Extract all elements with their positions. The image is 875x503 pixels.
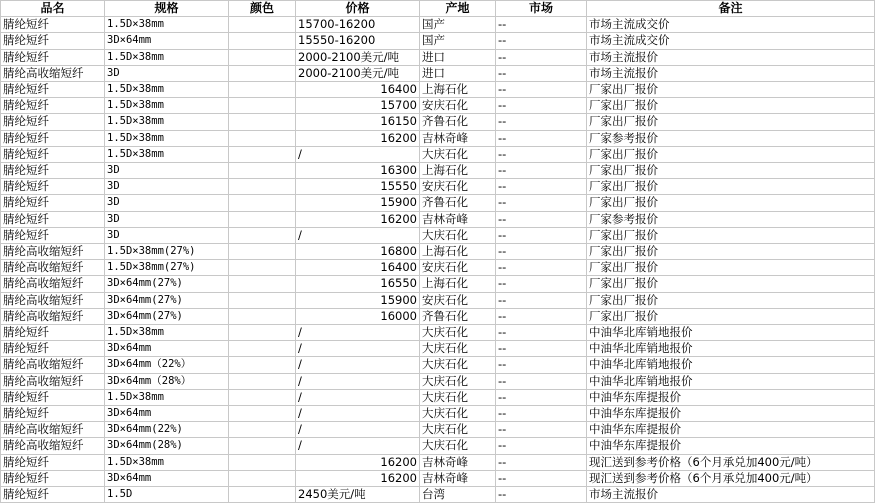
color-cell	[229, 389, 296, 405]
market-cell: --	[496, 179, 587, 195]
spec-cell: 3D	[105, 163, 229, 179]
price-cell: 15900	[296, 195, 420, 211]
origin-cell: 齐鲁石化	[420, 195, 496, 211]
color-cell	[229, 276, 296, 292]
product-name-cell: 腈纶短纤	[1, 454, 105, 470]
table-row	[1, 114, 875, 130]
market-cell: --	[496, 470, 587, 486]
market-cell: --	[496, 163, 587, 179]
remarks-cell: 厂家出厂报价	[587, 276, 875, 292]
header-origin: 产地	[420, 1, 496, 17]
remarks-cell: 厂家出厂报价	[587, 244, 875, 260]
market-cell: --	[496, 195, 587, 211]
table-row	[1, 98, 875, 114]
spec-cell: 3D×64mm（28%）	[105, 373, 229, 389]
price-cell: 15700-16200	[296, 17, 420, 33]
table-row	[1, 341, 875, 357]
color-cell	[229, 470, 296, 486]
color-cell	[229, 130, 296, 146]
table-row	[1, 357, 875, 373]
color-cell	[229, 195, 296, 211]
header-color: 颜色	[229, 1, 296, 17]
market-cell: --	[496, 98, 587, 114]
header-specification: 规格	[105, 1, 229, 17]
color-cell	[229, 308, 296, 324]
product-name-cell: 腈纶高收缩短纤	[1, 260, 105, 276]
table-row	[1, 211, 875, 227]
price-cell: /	[296, 325, 420, 341]
origin-cell: 大庆石化	[420, 373, 496, 389]
price-cell: 15700	[296, 98, 420, 114]
color-cell	[229, 227, 296, 243]
spec-cell: 3D	[105, 65, 229, 81]
spec-cell: 1.5D×38mm	[105, 389, 229, 405]
market-cell: --	[496, 244, 587, 260]
remarks-cell: 市场主流报价	[587, 65, 875, 81]
market-cell: --	[496, 17, 587, 33]
market-cell: --	[496, 49, 587, 65]
remarks-cell: 厂家参考报价	[587, 130, 875, 146]
price-cell: 16400	[296, 82, 420, 98]
header-product-name: 品名	[1, 1, 105, 17]
header-remarks: 备注	[587, 1, 875, 17]
remarks-cell: 中油华北库销地报价	[587, 341, 875, 357]
color-cell	[229, 341, 296, 357]
origin-cell: 安庆石化	[420, 292, 496, 308]
remarks-cell: 市场主流成交价	[587, 33, 875, 49]
table-body	[1, 17, 875, 503]
origin-cell: 安庆石化	[420, 260, 496, 276]
table-row	[1, 17, 875, 33]
table-row	[1, 163, 875, 179]
origin-cell: 大庆石化	[420, 406, 496, 422]
spec-cell: 1.5D×38mm	[105, 17, 229, 33]
remarks-cell: 厂家出厂报价	[587, 98, 875, 114]
price-cell: /	[296, 422, 420, 438]
product-name-cell: 腈纶短纤	[1, 82, 105, 98]
price-cell: 16800	[296, 244, 420, 260]
product-name-cell: 腈纶短纤	[1, 195, 105, 211]
spec-cell: 3D	[105, 227, 229, 243]
color-cell	[229, 82, 296, 98]
table-row	[1, 260, 875, 276]
product-name-cell: 腈纶高收缩短纤	[1, 308, 105, 324]
product-name-cell: 腈纶短纤	[1, 227, 105, 243]
price-cell: /	[296, 341, 420, 357]
price-cell: 16200	[296, 470, 420, 486]
product-name-cell: 腈纶短纤	[1, 17, 105, 33]
table-row	[1, 406, 875, 422]
table-row	[1, 82, 875, 98]
table-row	[1, 244, 875, 260]
spec-cell: 1.5D×38mm	[105, 98, 229, 114]
table-row	[1, 438, 875, 454]
origin-cell: 大庆石化	[420, 146, 496, 162]
market-cell: --	[496, 373, 587, 389]
color-cell	[229, 438, 296, 454]
origin-cell: 国产	[420, 17, 496, 33]
product-name-cell: 腈纶高收缩短纤	[1, 244, 105, 260]
remarks-cell: 厂家出厂报价	[587, 179, 875, 195]
product-name-cell: 腈纶短纤	[1, 49, 105, 65]
price-cell: 15900	[296, 292, 420, 308]
product-name-cell: 腈纶短纤	[1, 325, 105, 341]
market-cell: --	[496, 406, 587, 422]
remarks-cell: 中油华北库销地报价	[587, 373, 875, 389]
spec-cell: 3D	[105, 195, 229, 211]
remarks-cell: 厂家出厂报价	[587, 292, 875, 308]
product-name-cell: 腈纶短纤	[1, 341, 105, 357]
product-name-cell: 腈纶高收缩短纤	[1, 65, 105, 81]
price-cell: /	[296, 373, 420, 389]
remarks-cell: 厂家出厂报价	[587, 260, 875, 276]
price-cell: 16200	[296, 211, 420, 227]
product-name-cell: 腈纶短纤	[1, 163, 105, 179]
market-cell: --	[496, 130, 587, 146]
origin-cell: 吉林奇峰	[420, 130, 496, 146]
price-cell: 16550	[296, 276, 420, 292]
origin-cell: 上海石化	[420, 82, 496, 98]
spec-cell: 3D	[105, 179, 229, 195]
header-market: 市场	[496, 1, 587, 17]
spec-cell: 3D×64mm(28%)	[105, 438, 229, 454]
table-row	[1, 373, 875, 389]
product-name-cell: 腈纶高收缩短纤	[1, 276, 105, 292]
color-cell	[229, 422, 296, 438]
color-cell	[229, 65, 296, 81]
table-row	[1, 227, 875, 243]
spec-cell: 1.5D×38mm	[105, 454, 229, 470]
market-cell: --	[496, 292, 587, 308]
market-cell: --	[496, 260, 587, 276]
remarks-cell: 厂家出厂报价	[587, 82, 875, 98]
color-cell	[229, 179, 296, 195]
remarks-cell: 中油华东库提报价	[587, 389, 875, 405]
price-cell: /	[296, 357, 420, 373]
market-cell: --	[496, 325, 587, 341]
color-cell	[229, 260, 296, 276]
header-row	[1, 1, 875, 17]
spec-cell: 3D	[105, 211, 229, 227]
product-name-cell: 腈纶短纤	[1, 211, 105, 227]
product-name-cell: 腈纶高收缩短纤	[1, 373, 105, 389]
origin-cell: 大庆石化	[420, 341, 496, 357]
origin-cell: 上海石化	[420, 276, 496, 292]
spec-cell: 3D×64mm	[105, 33, 229, 49]
color-cell	[229, 33, 296, 49]
remarks-cell: 市场主流报价	[587, 487, 875, 503]
origin-cell: 大庆石化	[420, 422, 496, 438]
origin-cell: 大庆石化	[420, 438, 496, 454]
product-name-cell: 腈纶短纤	[1, 179, 105, 195]
table-row	[1, 33, 875, 49]
spec-cell: 1.5D×38mm	[105, 82, 229, 98]
color-cell	[229, 487, 296, 503]
spec-cell: 1.5D×38mm	[105, 49, 229, 65]
table-row	[1, 292, 875, 308]
market-cell: --	[496, 454, 587, 470]
market-cell: --	[496, 211, 587, 227]
remarks-cell: 中油华北库销地报价	[587, 325, 875, 341]
market-cell: --	[496, 308, 587, 324]
table-row	[1, 470, 875, 486]
market-cell: --	[496, 276, 587, 292]
product-name-cell: 腈纶短纤	[1, 114, 105, 130]
price-cell: 16400	[296, 260, 420, 276]
spec-cell: 1.5D×38mm	[105, 325, 229, 341]
product-name-cell: 腈纶短纤	[1, 146, 105, 162]
spec-cell: 1.5D	[105, 487, 229, 503]
origin-cell: 大庆石化	[420, 227, 496, 243]
origin-cell: 上海石化	[420, 163, 496, 179]
market-cell: --	[496, 357, 587, 373]
color-cell	[229, 49, 296, 65]
table-row	[1, 49, 875, 65]
color-cell	[229, 98, 296, 114]
remarks-cell: 厂家出厂报价	[587, 227, 875, 243]
origin-cell: 大庆石化	[420, 357, 496, 373]
product-name-cell: 腈纶高收缩短纤	[1, 292, 105, 308]
remarks-cell: 市场主流成交价	[587, 17, 875, 33]
price-cell: /	[296, 438, 420, 454]
remarks-cell: 中油华东库提报价	[587, 438, 875, 454]
price-cell: 16200	[296, 130, 420, 146]
table-row	[1, 130, 875, 146]
price-cell: 2000-2100美元/吨	[296, 65, 420, 81]
price-cell: /	[296, 227, 420, 243]
table-row	[1, 308, 875, 324]
market-cell: --	[496, 341, 587, 357]
market-cell: --	[496, 65, 587, 81]
remarks-cell: 厂家出厂报价	[587, 195, 875, 211]
spec-cell: 3D×64mm	[105, 341, 229, 357]
price-cell: 16000	[296, 308, 420, 324]
table-row	[1, 325, 875, 341]
origin-cell: 大庆石化	[420, 325, 496, 341]
remarks-cell: 厂家参考报价	[587, 211, 875, 227]
color-cell	[229, 292, 296, 308]
origin-cell: 上海石化	[420, 244, 496, 260]
remarks-cell: 厂家出厂报价	[587, 146, 875, 162]
product-name-cell: 腈纶短纤	[1, 98, 105, 114]
remarks-cell: 厂家出厂报价	[587, 308, 875, 324]
spec-cell: 1.5D×38mm	[105, 130, 229, 146]
origin-cell: 进口	[420, 65, 496, 81]
product-name-cell: 腈纶短纤	[1, 130, 105, 146]
spec-cell: 1.5D×38mm(27%)	[105, 260, 229, 276]
color-cell	[229, 211, 296, 227]
remarks-cell: 中油华北库销地报价	[587, 357, 875, 373]
remarks-cell: 现汇送到参考价格（6个月承兑加400元/吨）	[587, 470, 875, 486]
product-name-cell: 腈纶短纤	[1, 406, 105, 422]
origin-cell: 大庆石化	[420, 389, 496, 405]
spec-cell: 3D×64mm(22%)	[105, 422, 229, 438]
table-row	[1, 389, 875, 405]
table-row	[1, 146, 875, 162]
origin-cell: 吉林奇峰	[420, 470, 496, 486]
table-row	[1, 195, 875, 211]
price-cell: 2450美元/吨	[296, 487, 420, 503]
color-cell	[229, 244, 296, 260]
color-cell	[229, 146, 296, 162]
color-cell	[229, 454, 296, 470]
price-cell: 16200	[296, 454, 420, 470]
header-price: 价格	[296, 1, 420, 17]
product-name-cell: 腈纶高收缩短纤	[1, 357, 105, 373]
remarks-cell: 中油华东库提报价	[587, 406, 875, 422]
color-cell	[229, 17, 296, 33]
spec-cell: 3D×64mm(27%)	[105, 308, 229, 324]
price-cell: 16150	[296, 114, 420, 130]
remarks-cell: 中油华东库提报价	[587, 422, 875, 438]
origin-cell: 吉林奇峰	[420, 454, 496, 470]
origin-cell: 台湾	[420, 487, 496, 503]
price-cell: 15550-16200	[296, 33, 420, 49]
spec-cell: 3D×64mm	[105, 406, 229, 422]
product-name-cell: 腈纶高收缩短纤	[1, 422, 105, 438]
market-cell: --	[496, 33, 587, 49]
market-cell: --	[496, 438, 587, 454]
table-row	[1, 422, 875, 438]
spec-cell: 3D×64mm(27%)	[105, 276, 229, 292]
product-name-cell: 腈纶短纤	[1, 33, 105, 49]
table-row	[1, 487, 875, 503]
market-cell: --	[496, 389, 587, 405]
origin-cell: 进口	[420, 49, 496, 65]
table-row	[1, 276, 875, 292]
remarks-cell: 现汇送到参考价格（6个月承兑加400元/吨）	[587, 454, 875, 470]
product-name-cell: 腈纶短纤	[1, 389, 105, 405]
price-cell: /	[296, 389, 420, 405]
origin-cell: 安庆石化	[420, 98, 496, 114]
market-cell: --	[496, 227, 587, 243]
price-cell: 16300	[296, 163, 420, 179]
origin-cell: 国产	[420, 33, 496, 49]
price-cell: /	[296, 146, 420, 162]
origin-cell: 安庆石化	[420, 179, 496, 195]
color-cell	[229, 357, 296, 373]
spec-cell: 1.5D×38mm(27%)	[105, 244, 229, 260]
color-cell	[229, 114, 296, 130]
market-cell: --	[496, 487, 587, 503]
origin-cell: 齐鲁石化	[420, 308, 496, 324]
market-cell: --	[496, 114, 587, 130]
product-name-cell: 腈纶短纤	[1, 487, 105, 503]
table-row	[1, 179, 875, 195]
remarks-cell: 厂家出厂报价	[587, 114, 875, 130]
market-cell: --	[496, 82, 587, 98]
origin-cell: 吉林奇峰	[420, 211, 496, 227]
origin-cell: 齐鲁石化	[420, 114, 496, 130]
spec-cell: 3D×64mm（22%）	[105, 357, 229, 373]
color-cell	[229, 325, 296, 341]
price-cell: 15550	[296, 179, 420, 195]
table-row	[1, 65, 875, 81]
spec-cell: 1.5D×38mm	[105, 114, 229, 130]
spec-cell: 3D×64mm	[105, 470, 229, 486]
market-cell: --	[496, 422, 587, 438]
color-cell	[229, 163, 296, 179]
remarks-cell: 厂家出厂报价	[587, 163, 875, 179]
product-name-cell: 腈纶高收缩短纤	[1, 438, 105, 454]
market-cell: --	[496, 146, 587, 162]
price-cell: /	[296, 406, 420, 422]
remarks-cell: 市场主流报价	[587, 49, 875, 65]
color-cell	[229, 406, 296, 422]
product-name-cell: 腈纶短纤	[1, 470, 105, 486]
price-cell: 2000-2100美元/吨	[296, 49, 420, 65]
color-cell	[229, 373, 296, 389]
spec-cell: 1.5D×38mm	[105, 146, 229, 162]
table-row	[1, 454, 875, 470]
spec-cell: 3D×64mm(27%)	[105, 292, 229, 308]
